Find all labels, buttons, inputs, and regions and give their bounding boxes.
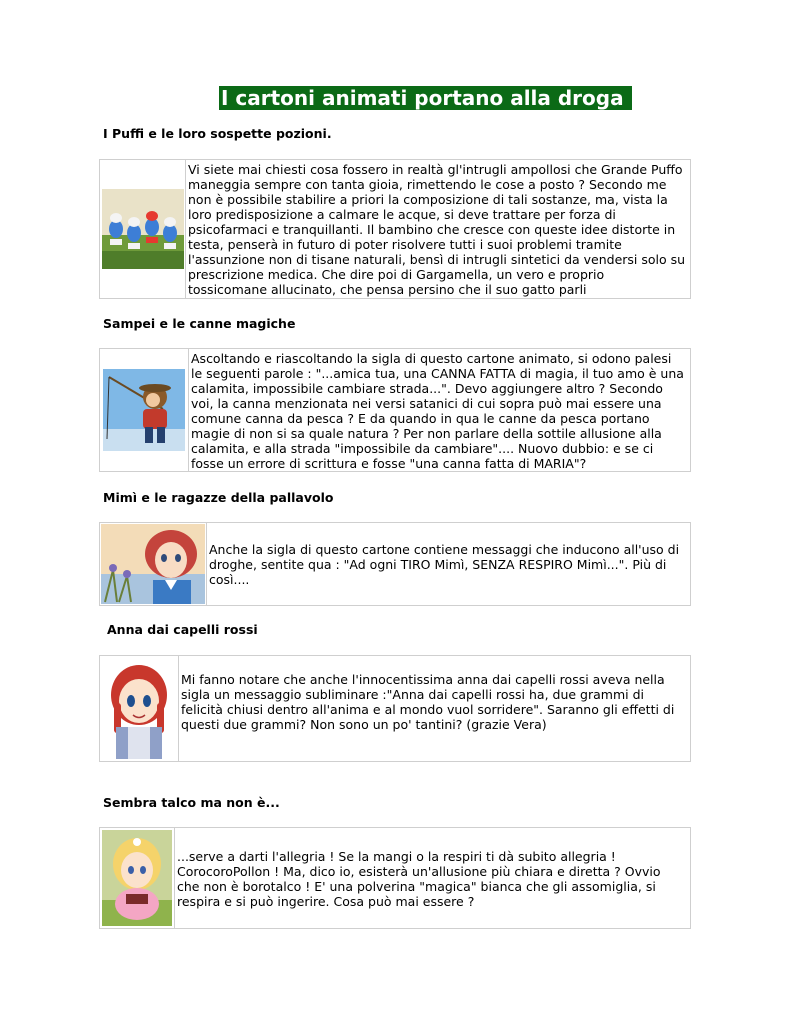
smurfs-illustration xyxy=(102,189,184,269)
image-cell-puffi xyxy=(100,160,186,298)
section-heading-sampei: Sampei e le canne magiche xyxy=(103,316,296,331)
section-heading-mimi: Mimì e le ragazze della pallavolo xyxy=(103,490,334,505)
image-cell-sampei xyxy=(100,349,189,471)
section-heading-pollon: Sembra talco ma non è... xyxy=(103,795,280,810)
section-text-sampei xyxy=(189,349,690,471)
image-cell-mimi xyxy=(100,523,207,605)
pollon-illustration xyxy=(102,830,172,926)
section-paragraph-anna: Mi fanno notare che anche l'innocentissima anna dai capelli rossi aveva nella sigla un messaggio subliminare :"Anna dai capelli rossi ha, due grammi di felicità chiusi dentro all'anima e al mondo vuol sorridere". Saranno gli effetti di questi due grammi? Non sono un po' tantini? (grazie Vera) xyxy=(181,672,675,732)
section-box-anna xyxy=(99,655,691,762)
sampei-illustration xyxy=(103,369,185,451)
section-paragraph-sampei: Ascoltando e riascoltando la sigla di questo cartone animato, si odono palesi le seguenti parole : "...amica tua, una CANNA FATTA di magia, il tuo amo è una calamita, impossibile cambiare strada...". Devo aggiungere altro ? Secondo voi, la canna menzionata nei versi satanici di cui sopra può mai essere una comune canna da pesca ? E da quando in qua le canne da pesca portano magie di non si sa quale natura ? Per non parlare della sottile allusione alla calamita, e alla strada "impossibile da cambiare".... Nuovo dubbio: e se ci fosse un errore di scrittura e fosse "una canna fatta di MARIA"? xyxy=(191,350,684,471)
section-heading-anna: Anna dai capelli rossi xyxy=(107,622,258,637)
section-heading-puffi: I Puffi e le loro sospette pozioni. xyxy=(103,126,332,141)
page-title: I cartoni animati portano alla droga xyxy=(219,86,632,110)
section-paragraph-mimi: Anche la sigla di questo cartone contiene messaggi che inducono all'uso di droghe, sentite qua : "Ad ogni TIRO Mimì, SENZA RESPIRO Mimì...". Più di così.... xyxy=(209,542,680,587)
section-paragraph-puffi: Vi siete mai chiesti cosa fossero in realtà gl'intrugli ampollosi che Grande Puffo maneggia sempre con tanta gioia, rimettendo le cose a posto ? Secondo me non è possibile stabilire a priori la composizione di tali sostanze, ma, vista la loro predisposizione a calmare le acque, si deve trattare per forza di psicofarmaci e tranquillanti. Il bambino che cresce con queste idee distorte in testa, penserà in futuro di poter risolvere tutti i suoi problemi tramite l'assunzione non di tisane naturali, bensì di intrugli sintetici da vendersi solo su prescrizione medica. Che dire poi di Gargamella, un vero e proprio tossicomane allucinato, che pensa persino che il suo gatto parli xyxy=(188,162,686,297)
anna-illustration xyxy=(102,659,176,759)
image-cell-pollon xyxy=(100,828,175,928)
section-text-anna xyxy=(179,656,690,761)
section-box-pollon xyxy=(99,827,691,929)
section-text-mimi xyxy=(207,523,690,605)
mimi-illustration xyxy=(101,524,205,604)
section-paragraph-pollon: ...serve a darti l'allegria ! Se la mangi o la respiri ti dà subito allegria ! CorocoroPollon ! Ma, dico io, esisterà un'allusione più chiara e diretta ? Ovvio che non è borotalco ! E' una polverina "magica" bianca che gli assomiglia, si respira e si può ingerire. Cosa può mai essere ? xyxy=(177,849,661,909)
section-box-puffi xyxy=(99,159,691,299)
section-text-puffi xyxy=(186,160,690,298)
section-text-pollon xyxy=(175,828,690,928)
image-cell-anna xyxy=(100,656,179,761)
section-box-mimi xyxy=(99,522,691,606)
section-box-sampei xyxy=(99,348,691,472)
